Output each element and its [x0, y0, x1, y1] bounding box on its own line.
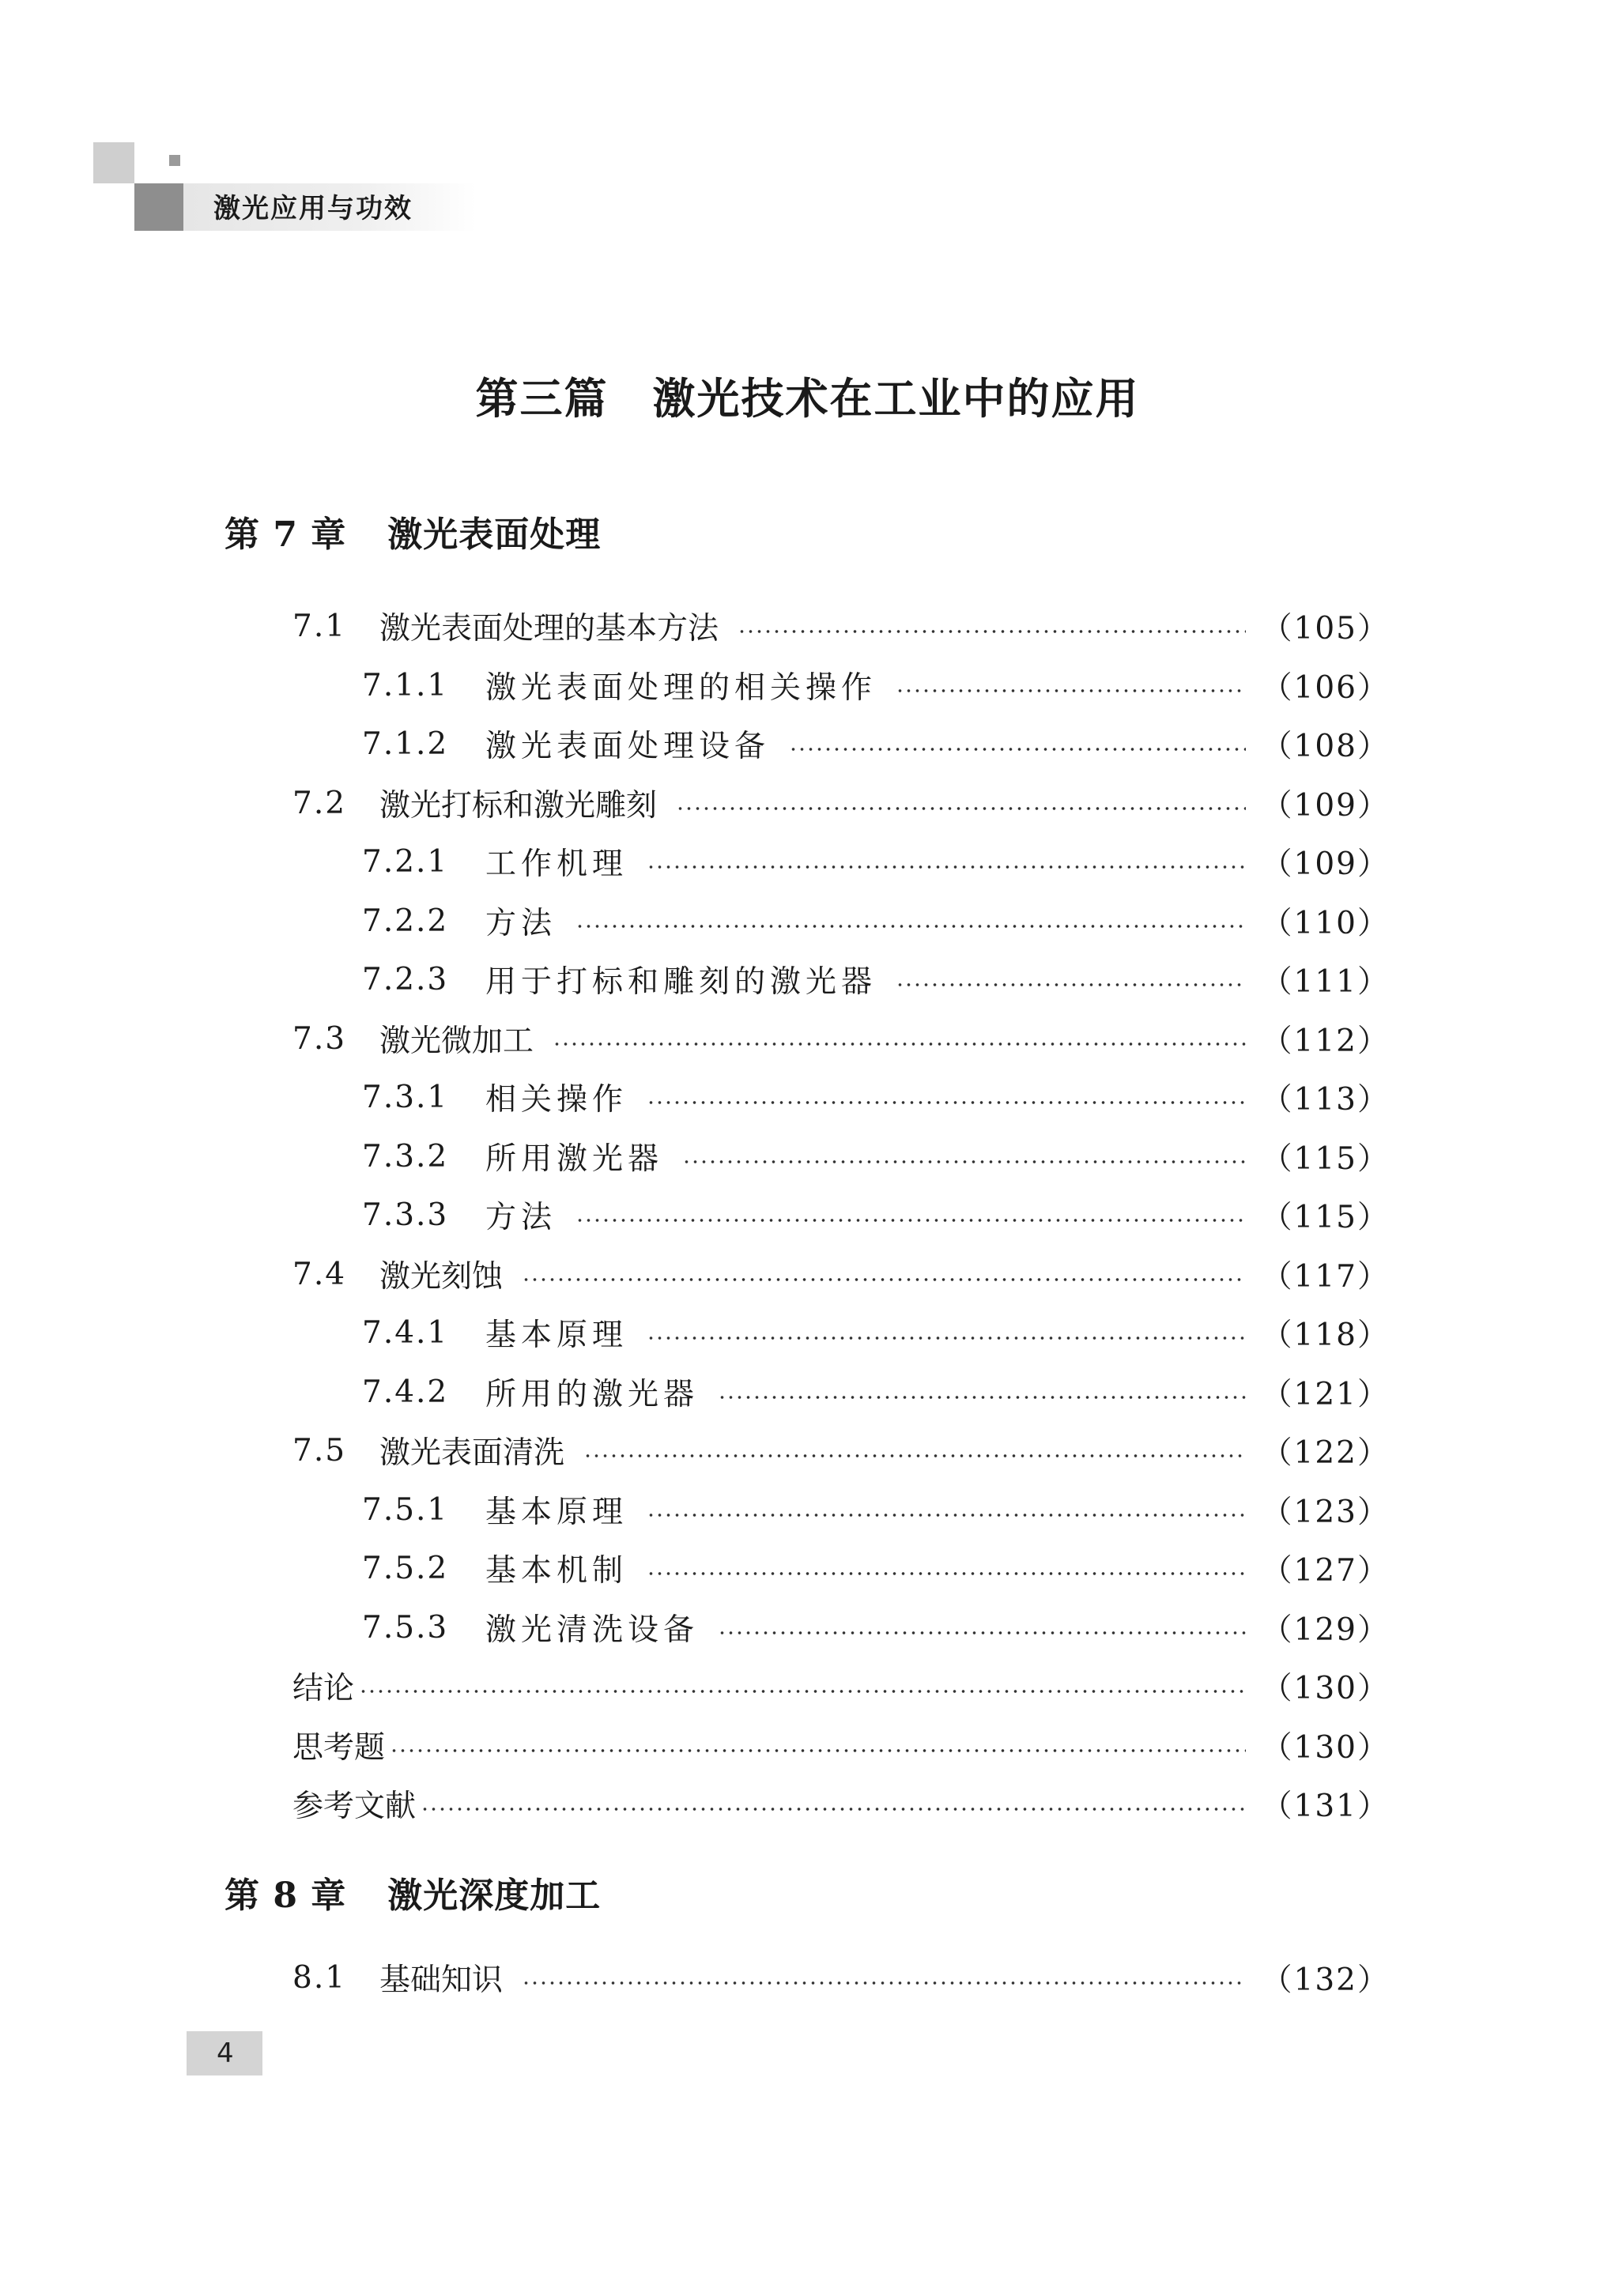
section-title: 激光表面处理的相关操作 — [485, 670, 877, 706]
section-number: 7.3.3 — [362, 1197, 449, 1233]
dot-leader — [682, 1160, 1246, 1163]
section-title: 方法 — [485, 906, 557, 941]
dot-leader — [718, 1631, 1246, 1634]
toc-entry-conclusion[interactable] — [292, 1662, 1390, 1710]
page-ref: （106） — [1261, 670, 1390, 706]
dot-leader — [647, 1514, 1246, 1517]
toc-entry[interactable] — [362, 897, 1390, 944]
page-ref: （118） — [1261, 1318, 1390, 1353]
toc-entry[interactable] — [362, 662, 1390, 709]
page-ref: （127） — [1261, 1553, 1390, 1589]
section-number: 7.2.2 — [362, 903, 449, 939]
section-number: 7.4.1 — [362, 1314, 449, 1351]
page-number: 4 — [187, 2031, 262, 2075]
part-title: 激光技术在工业中的应用 — [652, 373, 1140, 424]
dot-leader — [575, 925, 1246, 928]
section-title: 思考题 — [292, 1730, 386, 1766]
page-ref: （130） — [1261, 1671, 1390, 1706]
section-number: 7.5.3 — [362, 1609, 449, 1646]
dot-leader — [896, 983, 1246, 986]
section-number: 7.2 — [292, 785, 347, 821]
page-ref: （122） — [1261, 1435, 1390, 1471]
section-title: 激光刻蚀 — [379, 1259, 504, 1295]
section-title: 相关操作 — [485, 1082, 628, 1118]
section-title: 所用的激光器 — [485, 1377, 700, 1412]
section-title: 工作机理 — [485, 846, 628, 882]
toc-entry[interactable] — [362, 1073, 1390, 1121]
page-ref: （109） — [1261, 788, 1390, 824]
section-title: 激光表面清洗 — [379, 1435, 565, 1471]
section-title: 结论 — [292, 1671, 355, 1706]
page-ref: （129） — [1261, 1612, 1390, 1648]
toc-entry[interactable] — [292, 602, 1390, 650]
page-ref: （117） — [1261, 1259, 1390, 1295]
part-label: 第三篇 — [475, 373, 609, 424]
section-number: 7.3.1 — [362, 1079, 449, 1115]
dot-leader — [647, 1572, 1246, 1575]
section-number: 7.3 — [292, 1020, 347, 1057]
page-ref: （105） — [1261, 611, 1390, 647]
dot-leader — [421, 1808, 1246, 1811]
section-title: 基本原理 — [485, 1495, 628, 1530]
dot-leader — [718, 1396, 1246, 1399]
chapter-heading — [225, 1867, 601, 1917]
chapter-title: 激光深度加工 — [387, 1876, 602, 1916]
section-number: 7.2.1 — [362, 843, 449, 880]
section-number: 7.4 — [292, 1256, 347, 1292]
dot-leader — [522, 1981, 1246, 1985]
dot-leader — [359, 1690, 1246, 1693]
dot-leader — [647, 1101, 1246, 1104]
toc-entry[interactable] — [362, 1191, 1390, 1238]
page-ref: （123） — [1261, 1495, 1390, 1530]
section-title: 激光表面处理设备 — [485, 729, 771, 764]
page-ref: （108） — [1261, 729, 1390, 764]
section-title: 激光微加工 — [379, 1024, 534, 1059]
page-ref: （130） — [1261, 1730, 1390, 1766]
page-ref: （115） — [1261, 1141, 1390, 1177]
section-title: 方法 — [485, 1200, 557, 1235]
section-title: 基本机制 — [485, 1553, 628, 1589]
page-ref: （121） — [1261, 1377, 1390, 1412]
page-ref: （113） — [1261, 1082, 1390, 1118]
toc-entry[interactable] — [362, 720, 1390, 767]
section-title: 所用激光器 — [485, 1141, 664, 1177]
section-number: 7.2.3 — [362, 961, 449, 997]
toc-entry-questions[interactable] — [292, 1721, 1390, 1769]
toc-entry-references[interactable] — [292, 1780, 1390, 1827]
header-decoration-dot — [169, 155, 180, 166]
chapter-label: 第 8 章 — [225, 1876, 347, 1916]
toc-entry[interactable] — [292, 1427, 1390, 1474]
toc-entry[interactable] — [292, 1954, 1390, 2001]
toc-entry[interactable] — [362, 1368, 1390, 1416]
toc-entry[interactable] — [362, 1544, 1390, 1592]
toc-entry[interactable] — [362, 1486, 1390, 1533]
chapter-label: 第 7 章 — [225, 515, 347, 555]
section-title: 激光表面处理的基本方法 — [379, 611, 719, 647]
page-ref: （115） — [1261, 1200, 1390, 1235]
toc-entry[interactable] — [292, 779, 1390, 827]
dot-leader — [575, 1219, 1246, 1222]
running-title: 激光应用与功效 — [213, 193, 413, 224]
toc-entry[interactable] — [292, 1250, 1390, 1298]
section-title: 参考文献 — [292, 1789, 417, 1824]
section-number: 7.1 — [292, 608, 347, 644]
section-number: 7.4.2 — [362, 1374, 449, 1410]
dot-leader — [553, 1042, 1246, 1046]
section-title: 基本原理 — [485, 1318, 628, 1353]
toc-entry[interactable] — [362, 838, 1390, 885]
toc-entry[interactable] — [362, 956, 1390, 1003]
dot-leader — [522, 1278, 1246, 1281]
header-decoration-square — [93, 142, 134, 183]
dot-leader — [676, 807, 1246, 810]
part-heading — [0, 365, 1615, 426]
dot-leader — [390, 1749, 1246, 1752]
section-number: 7.5 — [292, 1432, 347, 1468]
section-number: 7.5.1 — [362, 1491, 449, 1528]
toc-entry[interactable] — [362, 1604, 1390, 1651]
dot-leader — [896, 689, 1246, 692]
page-ref: （112） — [1261, 1024, 1390, 1059]
dot-leader — [647, 1337, 1246, 1340]
section-title: 激光清洗设备 — [485, 1612, 700, 1648]
page-ref: （110） — [1261, 906, 1390, 941]
chapter-heading — [225, 506, 601, 556]
toc-entry[interactable] — [292, 1015, 1390, 1062]
page-ref: （131） — [1261, 1789, 1390, 1824]
section-number: 7.1.2 — [362, 726, 449, 762]
section-number: 7.5.2 — [362, 1550, 449, 1586]
section-number: 7.3.2 — [362, 1138, 449, 1174]
section-title: 激光打标和激光雕刻 — [379, 788, 658, 824]
chapter-title: 激光表面处理 — [387, 515, 602, 555]
toc-entry[interactable] — [362, 1133, 1390, 1180]
page-ref: （111） — [1261, 964, 1390, 1000]
toc-entry[interactable] — [362, 1309, 1390, 1356]
section-title: 用于打标和雕刻的激光器 — [485, 964, 877, 1000]
page-ref: （109） — [1261, 846, 1390, 882]
section-title: 基础知识 — [379, 1962, 504, 1998]
dot-leader — [647, 865, 1246, 869]
section-number: 7.1.1 — [362, 667, 449, 703]
section-number: 8.1 — [292, 1959, 347, 1996]
dot-leader — [738, 630, 1246, 633]
dot-leader — [583, 1454, 1246, 1457]
dot-leader — [789, 748, 1246, 751]
header-decoration-block — [134, 183, 183, 231]
page-ref: （132） — [1261, 1962, 1390, 1998]
